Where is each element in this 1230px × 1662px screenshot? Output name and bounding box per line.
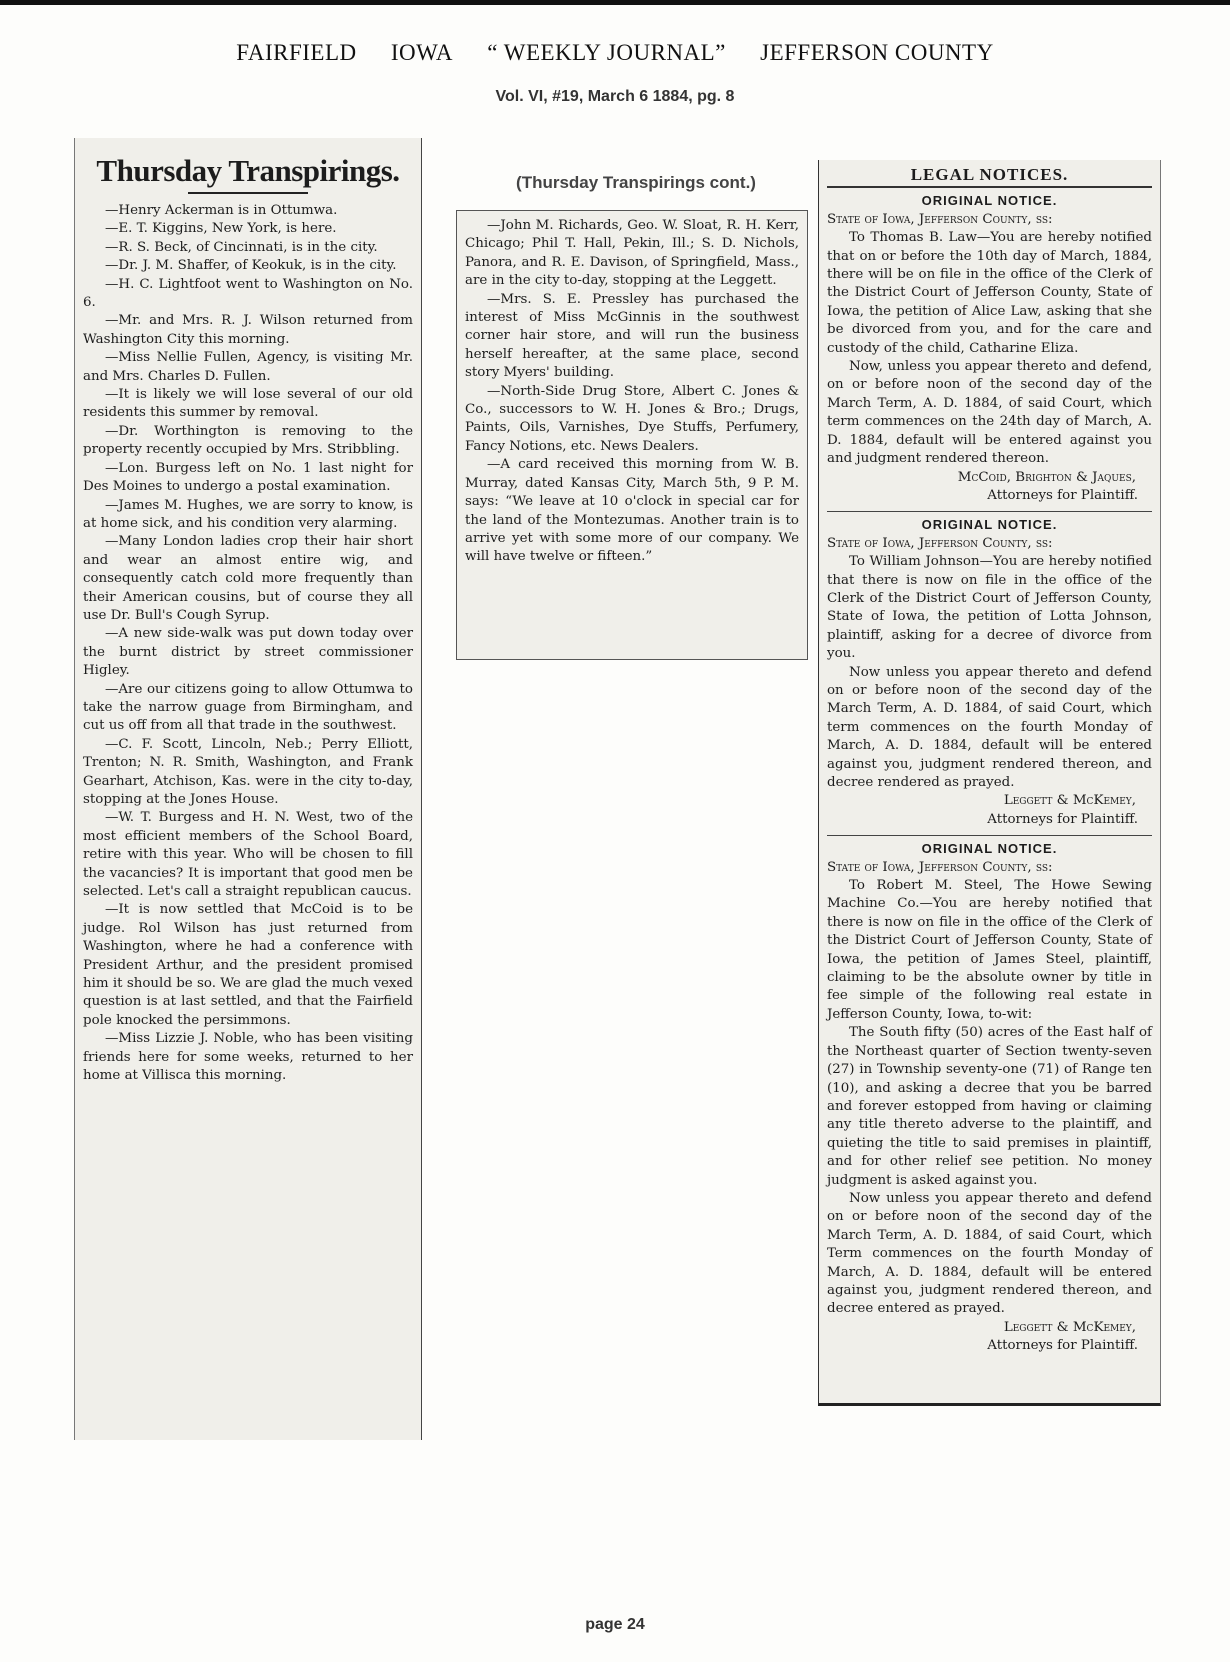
notice-attorneys-role: Attorneys for Plaintiff. (987, 811, 1138, 827)
clipping-legal-notices (818, 160, 1161, 1406)
notice-attorneys: McCoid, Brighton & Jaques, (957, 469, 1136, 485)
column-title: Thursday Transpirings. (96, 153, 400, 188)
notice-heading: ORIGINAL NOTICE. (921, 841, 1058, 857)
notice-venue: State of Iowa, Jefferson County, ss: (827, 859, 1053, 875)
page-header (0, 40, 1230, 66)
news-item: —Dr. Worthington is removing to the property recently occupied by Mrs. Stribbling. (83, 423, 413, 458)
notice-attorneys-role: Attorneys for Plaintiff. (987, 1338, 1138, 1354)
news-item: —North-Side Drug Store, Albert C. Jones & Co., successors to W. H. Jones & Bro.; Drugs, Paints, Oils, Varnishes, Dye Stuffs, Perfumery, Fancy Notions, etc. News Dealers. (465, 383, 799, 454)
notice-attorneys: Leggett & McKemey, (1003, 793, 1136, 809)
notice-heading: ORIGINAL NOTICE. (921, 193, 1058, 209)
notice-venue: State of Iowa, Jefferson County, ss: (827, 535, 1053, 551)
notice-paragraph: The South fifty (50) acres of the East half of the Northeast quarter of Section twenty-seven (27) in Township seventy-one (71) of Range ten (10), and asking a decree that you be barred and forever estopped from having or claiming any title thereto adverse to the plaintiff, and quieting the title to said premises in plaintiff, and for other relief see petition. No money judgment is asked against you. (827, 1025, 1152, 1188)
header-paper: “ WEEKLY JOURNAL” (487, 40, 726, 65)
clipping-continued (456, 210, 808, 660)
header-county: JEFFERSON COUNTY (760, 40, 994, 65)
news-item: —H. C. Lightfoot went to Washington on No. 6. (83, 276, 413, 311)
notice-paragraph: To William Johnson—You are hereby notified that there is now on file in the office of the Clerk of the District Court of Jefferson County, State of Iowa, the petition of Lotta Johnson, plaintiff, asking for a decree of divorce from you. (827, 554, 1152, 662)
news-item: —W. T. Burgess and H. N. West, two of the most efficient members of the School Board, retire with this year. Who will be chosen to fill the vacancies? It is important that good men be selected. Let's call a straight republican caucus. (83, 810, 413, 900)
news-item: —Many London ladies crop their hair short and wear an almost entire wig, and consequently catch cold more frequently than their American cousins, but of course they all use Dr. Bull's Cough Syrup. (83, 534, 413, 623)
news-item: —Miss Lizzie J. Noble, who has been visiting friends here for some weeks, returned to her home at Villisca this morning. (83, 1031, 413, 1084)
news-item: —Dr. J. M. Shaffer, of Keokuk, is in the city. (105, 258, 397, 274)
legal-notices-title: LEGAL NOTICES. (827, 166, 1152, 188)
news-item: —Lon. Burgess left on No. 1 last night for Des Moines to undergo a postal examination. (83, 460, 413, 495)
news-item: —A card received this morning from W. B. Murray, dated Kansas City, March 5th, 9 P. M. says: “We leave at 10 o'clock in special car for the land of the Montezumas. Another train is to arrive yet with some more of our company. We will have twelve or fifteen.” (465, 457, 799, 565)
news-item: —E. T. Kiggins, New York, is here. (105, 221, 337, 237)
notice-divider (827, 511, 1152, 514)
page-number: page 24 (585, 1616, 645, 1633)
notice-paragraph: Now unless you appear thereto and defend on or before noon of the second day of the March Term, A. D. 1884, of said Court, which Term commences on the fourth Monday of March, A. D. 1884, default will be entered against you, judgment rendered thereon, and decree entered as prayed. (827, 1190, 1152, 1317)
volume-line: Vol. VI, #19, March 6 1884, pg. 8 (495, 88, 735, 105)
notice-paragraph: Now, unless you appear thereto and defend, on or before noon of the second day of the March Term, A. D. 1884, of said Court, which term commences on the 24th day of March, A. D. 1884, default will be entered against you and judgment rendered thereon. (827, 359, 1152, 467)
notice-attorneys-role: Attorneys for Plaintiff. (987, 487, 1138, 503)
continuation-heading: (Thursday Transpirings cont.) (516, 173, 756, 192)
news-item: —Mrs. S. E. Pressley has purchased the interest of Miss McGinnis in the southwest corner hair store, and will run the business herself hereafter, at the same place, second story Myers' building. (465, 291, 799, 381)
news-item: —Miss Nellie Fullen, Agency, is visiting Mr. and Mrs. Charles D. Fullen. (83, 350, 413, 384)
news-item: —C. F. Scott, Lincoln, Neb.; Perry Elliott, Trenton; N. R. Smith, Washington, and Frank Gearhart, Atchison, Kas. were in the city to-day, stopping at the Jones House. (83, 736, 413, 807)
news-item: —James M. Hughes, we are sorry to know, is at home sick, and his condition very alarming. (83, 497, 413, 531)
notice-divider (827, 835, 1152, 838)
notice-heading: ORIGINAL NOTICE. (921, 517, 1058, 533)
news-item: —It is now settled that McCoid is to be judge. Rol Wilson has just returned from Washington, where he had a conference with President Arthur, and the president promised him it should be so. We are glad the much vexed question is at last settled, and that the Fairfield pole knocked the persimmons. (83, 902, 413, 1028)
news-item: —Mr. and Mrs. R. J. Wilson returned from Washington City this morning. (83, 313, 413, 347)
news-item: —John M. Richards, Geo. W. Sloat, R. H. Kerr, Chicago; Phil T. Hall, Pekin, Ill.; S. D. Nichols, Panora, and R. E. Davison, of Springfield, Mass., are in the city to-day, stopping at the Leggett. (465, 218, 799, 289)
header-city: FAIRFIELD (236, 40, 357, 65)
news-item: —It is likely we will lose several of our old residents this summer by removal. (83, 387, 413, 421)
top-border (0, 0, 1230, 5)
notice-attorneys: Leggett & McKemey, (1003, 1319, 1136, 1335)
title-rule (188, 192, 308, 194)
header-state: IOWA (390, 40, 453, 65)
news-item: —Are our citizens going to allow Ottumwa to take the narrow guage from Birmingham, and cut us off from all that trade in the southwest. (83, 681, 413, 734)
clipping-thursday-transpirings (74, 138, 422, 1440)
news-item: —A new side-walk was put down today over the burnt district by street commissioner Higley. (83, 626, 413, 679)
notice-paragraph: To Thomas B. Law—You are hereby notified that on or before the 10th day of March, 1884, there will be on file in the office of the Clerk of the District Court of Jefferson County, State of Iowa, the petition of Alice Law, asking that she be divorced from you, and for the care and custody of the child, Catharine Eliza. (827, 230, 1152, 356)
notice-paragraph: To Robert M. Steel, The Howe Sewing Machine Co.—You are hereby notified that there is now on file in the office of the Clerk of the District Court of Jefferson County, State of Iowa, the petition of James Steel, plaintiff, claiming to be the absolute owner by title in fee simple of the following real estate in Jefferson County, Iowa, to-wit: (827, 878, 1152, 1022)
news-item: —Henry Ackerman is in Ottumwa. (105, 203, 338, 218)
notice-paragraph: Now unless you appear thereto and defend on or before noon of the second day of the March Term, A. D. 1884, of said Court, which term commences on the fourth Monday of March, A. D. 1884, default will be entered against you, judgment rendered thereon, and decree rendered as prayed. (827, 664, 1152, 790)
notice-venue: State of Iowa, Jefferson County, ss: (827, 211, 1053, 227)
news-item: —R. S. Beck, of Cincinnati, is in the city. (105, 239, 378, 255)
